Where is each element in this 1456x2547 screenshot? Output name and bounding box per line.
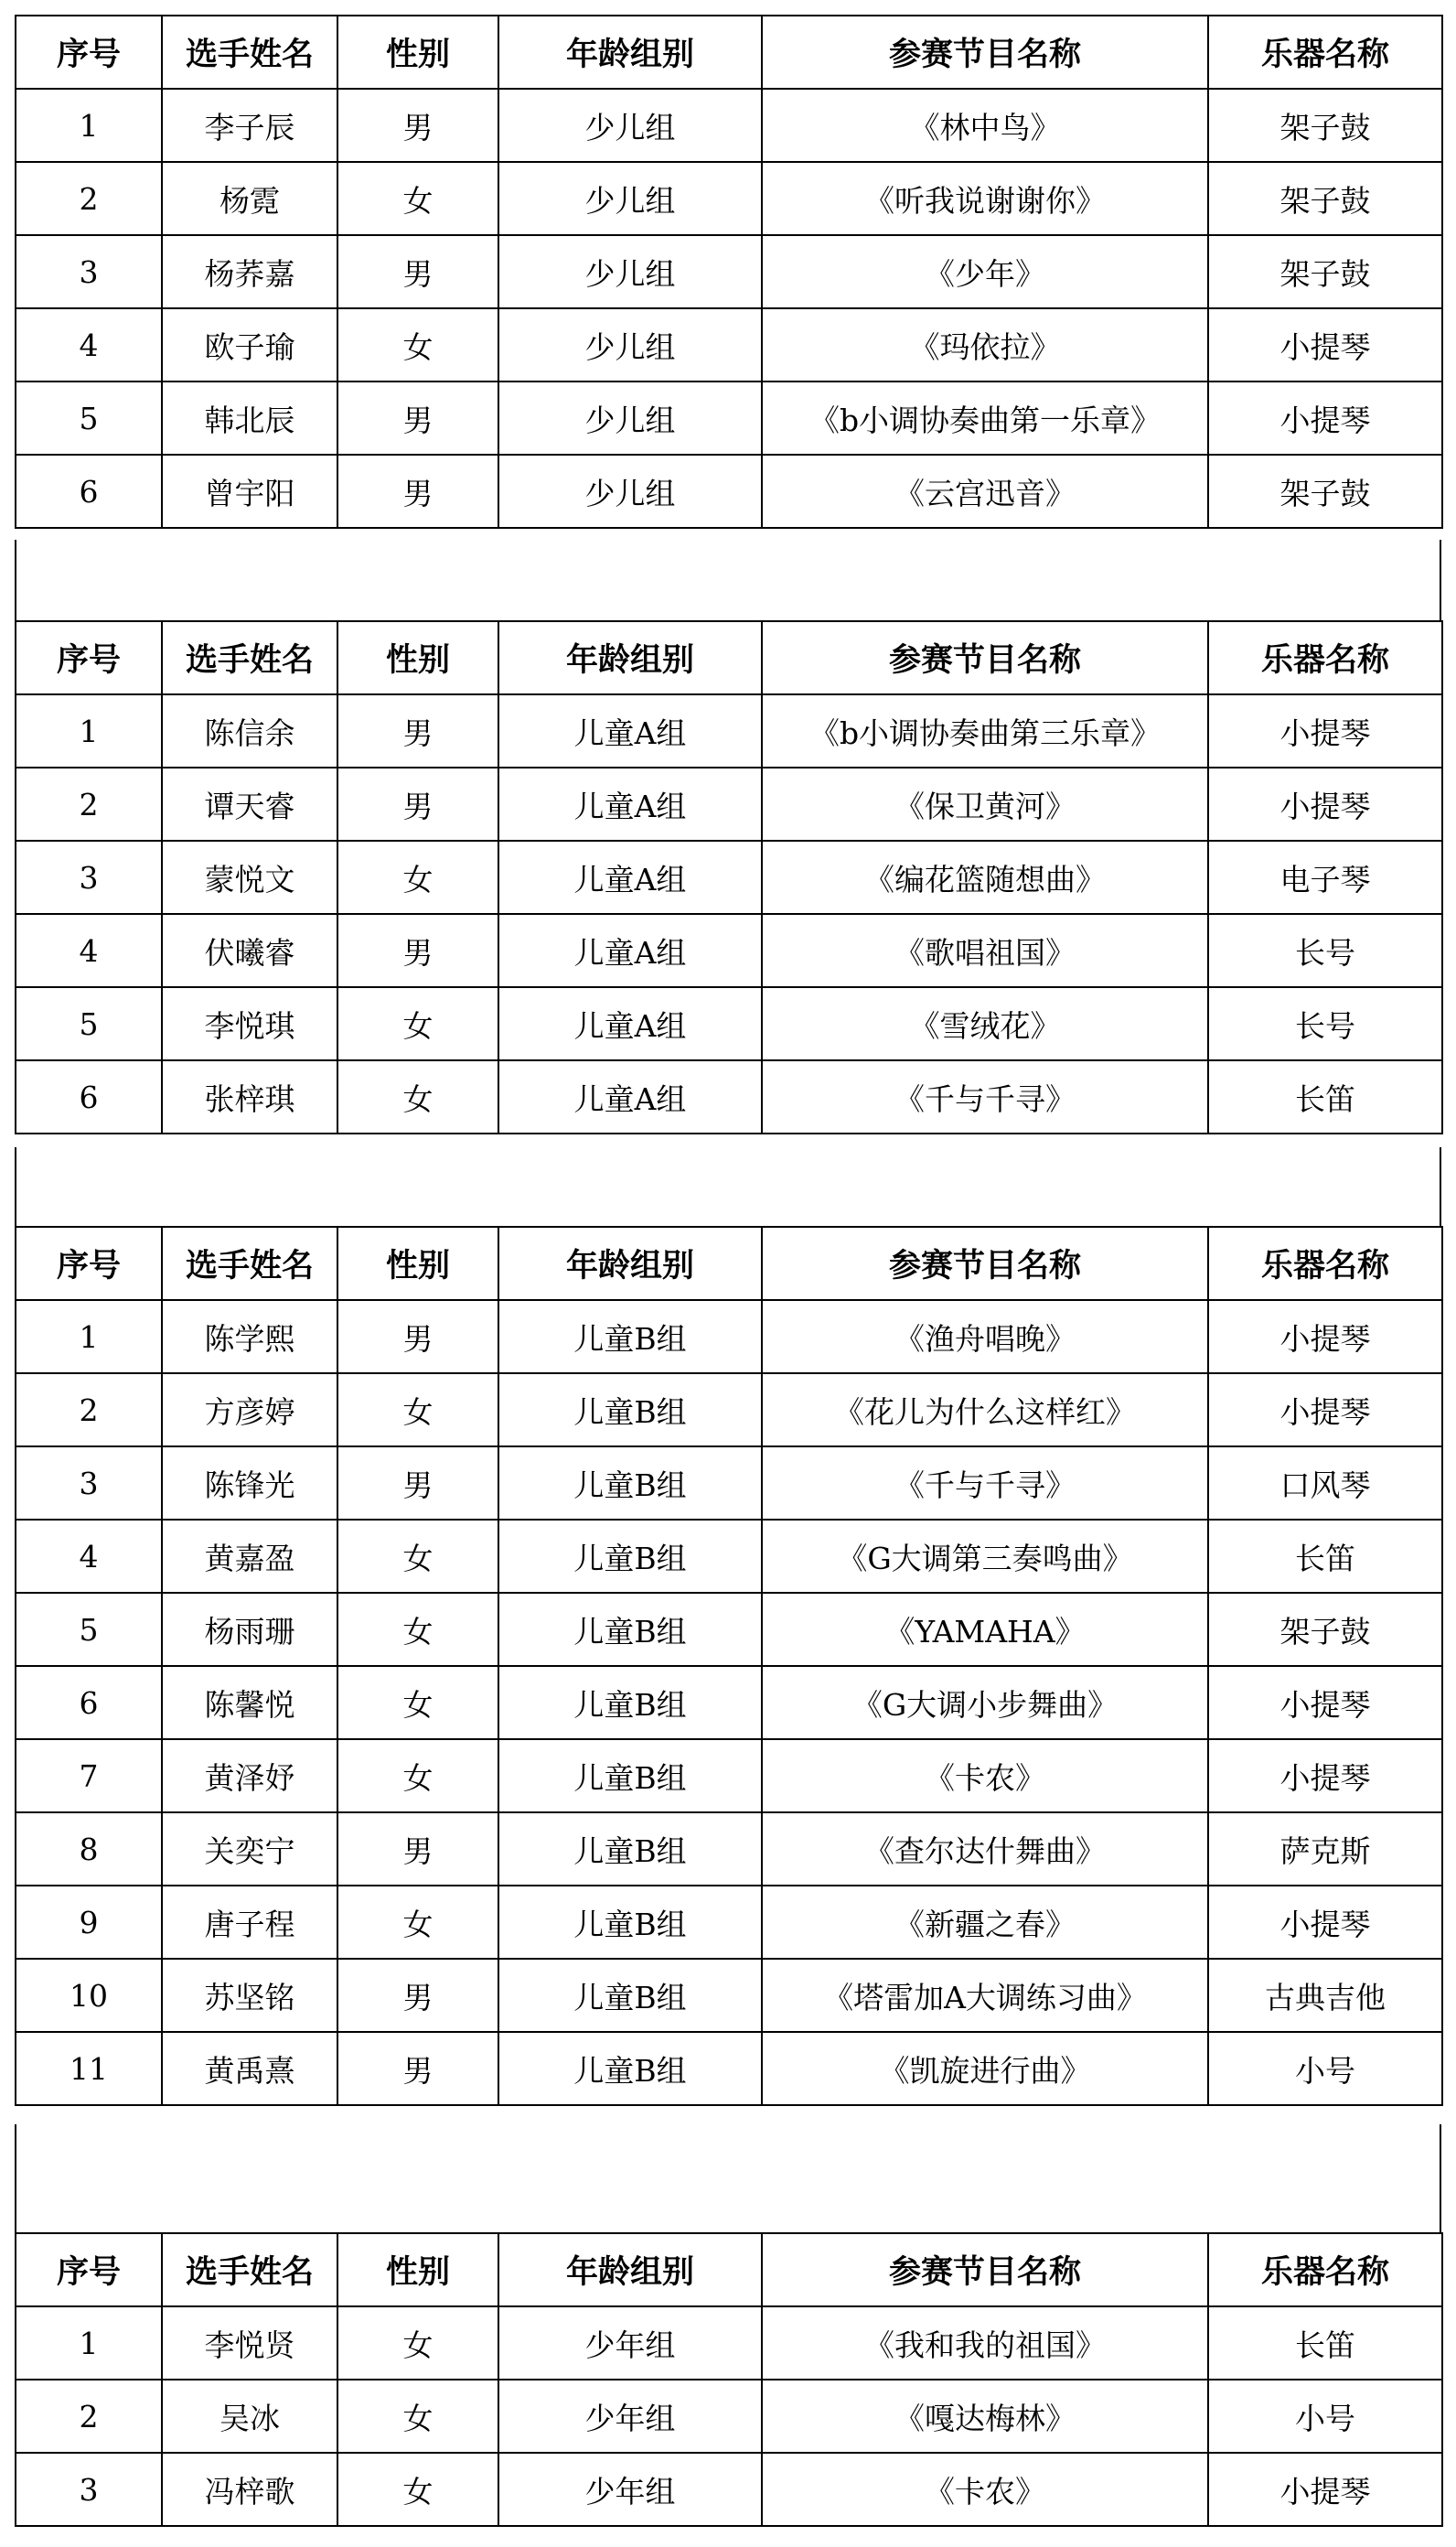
header-name: 选手姓名 [162,621,337,694]
name-cell: 张梓琪 [162,1060,337,1134]
table-row [16,2453,1442,2526]
age-group-cell: 少年组 [498,2453,762,2526]
instrument-cell: 小提琴 [1208,1666,1442,1739]
gender-cell: 女 [337,1520,498,1593]
name-cell: 陈学熙 [162,1300,337,1373]
program-cell: 《渔舟唱晚》 [762,1300,1208,1373]
program-cell: 《雪绒花》 [762,987,1208,1060]
age-group-cell: 少儿组 [498,308,762,382]
program-cell: 《云宫迅音》 [762,455,1208,528]
age-group-cell: 少儿组 [498,89,762,162]
header-name: 选手姓名 [162,16,337,89]
header-gender: 性别 [337,2233,498,2306]
instrument-cell: 小提琴 [1208,308,1442,382]
roster-table-3 [15,1226,1443,2106]
name-cell: 关奕宁 [162,1812,337,1886]
program-cell: 《卡农》 [762,2453,1208,2526]
gender-cell: 男 [337,89,498,162]
age-group-cell: 儿童B组 [498,1520,762,1593]
program-cell: 《凯旋进行曲》 [762,2032,1208,2105]
header-name: 选手姓名 [162,1227,337,1300]
age-group-cell: 儿童A组 [498,987,762,1060]
seq-cell: 1 [16,89,162,162]
gender-cell: 男 [337,1300,498,1373]
name-cell: 李悦琪 [162,987,337,1060]
gender-cell: 男 [337,914,498,987]
header-row [16,1227,1442,1300]
table-row [16,2306,1442,2380]
instrument-cell: 小号 [1208,2032,1442,2105]
seq-cell: 5 [16,987,162,1060]
header-row [16,2233,1442,2306]
gender-cell: 女 [337,1666,498,1739]
name-cell: 蒙悦文 [162,841,337,914]
age-group-cell: 儿童B组 [498,1666,762,1739]
seq-cell: 1 [16,1300,162,1373]
age-group-cell: 少儿组 [498,382,762,455]
header-name: 选手姓名 [162,2233,337,2306]
name-cell: 陈馨悦 [162,1666,337,1739]
instrument-cell: 小提琴 [1208,2453,1442,2526]
program-cell: 《千与千寻》 [762,1446,1208,1520]
table-row [16,1666,1442,1739]
table-row [16,1593,1442,1666]
seq-cell: 6 [16,1060,162,1134]
header-program: 参赛节目名称 [762,621,1208,694]
table-row [16,987,1442,1060]
instrument-cell: 小提琴 [1208,694,1442,768]
age-group-cell: 儿童B组 [498,1886,762,1959]
instrument-cell: 长号 [1208,987,1442,1060]
table-block-4 [15,2232,1441,2527]
seq-cell: 4 [16,914,162,987]
seq-cell: 2 [16,1373,162,1446]
header-instrument: 乐器名称 [1208,1227,1442,1300]
table-row [16,455,1442,528]
gender-cell: 女 [337,1739,498,1812]
seq-cell: 6 [16,1666,162,1739]
program-cell: 《保卫黄河》 [762,768,1208,841]
program-cell: 《b小调协奏曲第一乐章》 [762,382,1208,455]
table-row [16,162,1442,235]
age-group-cell: 少年组 [498,2306,762,2380]
gender-cell: 男 [337,1446,498,1520]
seq-cell: 2 [16,768,162,841]
name-cell: 曾宇阳 [162,455,337,528]
instrument-cell: 电子琴 [1208,841,1442,914]
program-cell: 《新疆之春》 [762,1886,1208,1959]
program-cell: 《b小调协奏曲第三乐章》 [762,694,1208,768]
header-seq: 序号 [16,16,162,89]
instrument-cell: 萨克斯 [1208,1812,1442,1886]
program-cell: 《我和我的祖国》 [762,2306,1208,2380]
name-cell: 李悦贤 [162,2306,337,2380]
age-group-cell: 少儿组 [498,235,762,308]
age-group-cell: 儿童A组 [498,694,762,768]
seq-cell: 3 [16,235,162,308]
program-cell: 《少年》 [762,235,1208,308]
header-gender: 性别 [337,16,498,89]
table-row [16,694,1442,768]
name-cell: 杨霓 [162,162,337,235]
header-seq: 序号 [16,621,162,694]
header-program: 参赛节目名称 [762,16,1208,89]
table-row [16,235,1442,308]
table-row [16,382,1442,455]
name-cell: 伏曦睿 [162,914,337,987]
gender-cell: 女 [337,2306,498,2380]
gender-cell: 女 [337,841,498,914]
gender-cell: 女 [337,1373,498,1446]
table-row [16,1959,1442,2032]
program-cell: 《花儿为什么这样红》 [762,1373,1208,1446]
instrument-cell: 小提琴 [1208,1300,1442,1373]
table-row [16,841,1442,914]
seq-cell: 2 [16,2380,162,2453]
age-group-cell: 儿童B组 [498,1446,762,1520]
program-cell: 《林中鸟》 [762,89,1208,162]
instrument-cell: 长笛 [1208,2306,1442,2380]
name-cell: 黄嘉盈 [162,1520,337,1593]
program-cell: 《查尔达什舞曲》 [762,1812,1208,1886]
gender-cell: 女 [337,162,498,235]
instrument-cell: 小提琴 [1208,1373,1442,1446]
seq-cell: 10 [16,1959,162,2032]
table-row [16,89,1442,162]
header-row [16,621,1442,694]
header-seq: 序号 [16,1227,162,1300]
age-group-cell: 儿童B组 [498,1300,762,1373]
seq-cell: 7 [16,1739,162,1812]
gender-cell: 男 [337,235,498,308]
instrument-cell: 小提琴 [1208,382,1442,455]
program-cell: 《听我说谢谢你》 [762,162,1208,235]
gender-cell: 女 [337,1060,498,1134]
instrument-cell: 架子鼓 [1208,1593,1442,1666]
name-cell: 李子辰 [162,89,337,162]
name-cell: 陈信余 [162,694,337,768]
age-group-cell: 儿童B组 [498,1812,762,1886]
seq-cell: 4 [16,1520,162,1593]
seq-cell: 3 [16,841,162,914]
table-row [16,1812,1442,1886]
table-row [16,1060,1442,1134]
gender-cell: 男 [337,2032,498,2105]
instrument-cell: 架子鼓 [1208,455,1442,528]
table-gap-2 [15,1147,1441,1226]
instrument-cell: 架子鼓 [1208,162,1442,235]
age-group-cell: 儿童A组 [498,1060,762,1134]
instrument-cell: 小提琴 [1208,768,1442,841]
program-cell: 《编花篮随想曲》 [762,841,1208,914]
table-row [16,1886,1442,1959]
instrument-cell: 架子鼓 [1208,89,1442,162]
gender-cell: 男 [337,694,498,768]
gender-cell: 男 [337,768,498,841]
program-cell: 《千与千寻》 [762,1060,1208,1134]
table-gap-3 [15,2124,1441,2232]
seq-cell: 5 [16,382,162,455]
header-seq: 序号 [16,2233,162,2306]
table-row [16,308,1442,382]
instrument-cell: 长号 [1208,914,1442,987]
seq-cell: 1 [16,2306,162,2380]
table-row [16,1373,1442,1446]
age-group-cell: 儿童B组 [498,1959,762,2032]
name-cell: 方彦婷 [162,1373,337,1446]
program-cell: 《G大调第三奏鸣曲》 [762,1520,1208,1593]
header-age-group: 年龄组别 [498,16,762,89]
name-cell: 冯梓歌 [162,2453,337,2526]
table-row [16,1300,1442,1373]
program-cell: 《YAMAHA》 [762,1593,1208,1666]
program-cell: 《卡农》 [762,1739,1208,1812]
table-row [16,768,1442,841]
name-cell: 苏坚铭 [162,1959,337,2032]
age-group-cell: 少年组 [498,2380,762,2453]
seq-cell: 11 [16,2032,162,2105]
age-group-cell: 少儿组 [498,455,762,528]
header-instrument: 乐器名称 [1208,621,1442,694]
program-cell: 《嘎达梅林》 [762,2380,1208,2453]
name-cell: 谭天睿 [162,768,337,841]
header-gender: 性别 [337,1227,498,1300]
seq-cell: 2 [16,162,162,235]
instrument-cell: 口风琴 [1208,1446,1442,1520]
name-cell: 吴冰 [162,2380,337,2453]
seq-cell: 3 [16,1446,162,1520]
table-row [16,1739,1442,1812]
gender-cell: 女 [337,2380,498,2453]
seq-cell: 6 [16,455,162,528]
roster-table-1 [15,15,1443,529]
instrument-cell: 架子鼓 [1208,235,1442,308]
seq-cell: 3 [16,2453,162,2526]
age-group-cell: 儿童B组 [498,1739,762,1812]
gender-cell: 男 [337,1812,498,1886]
program-cell: 《玛依拉》 [762,308,1208,382]
seq-cell: 5 [16,1593,162,1666]
roster-table-2 [15,620,1443,1134]
seq-cell: 8 [16,1812,162,1886]
table-row [16,2380,1442,2453]
header-program: 参赛节目名称 [762,2233,1208,2306]
instrument-cell: 小提琴 [1208,1886,1442,1959]
age-group-cell: 儿童A组 [498,768,762,841]
header-age-group: 年龄组别 [498,621,762,694]
program-cell: 《G大调小步舞曲》 [762,1666,1208,1739]
table-row [16,1520,1442,1593]
gender-cell: 男 [337,382,498,455]
gender-cell: 女 [337,1886,498,1959]
program-cell: 《歌唱祖国》 [762,914,1208,987]
table-block-3 [15,1226,1441,2106]
header-instrument: 乐器名称 [1208,2233,1442,2306]
gender-cell: 女 [337,2453,498,2526]
age-group-cell: 少儿组 [498,162,762,235]
name-cell: 陈锋光 [162,1446,337,1520]
name-cell: 黄泽妤 [162,1739,337,1812]
gender-cell: 女 [337,987,498,1060]
age-group-cell: 儿童A组 [498,841,762,914]
name-cell: 欧子瑜 [162,308,337,382]
table-block-1 [15,15,1441,529]
gender-cell: 女 [337,1593,498,1666]
age-group-cell: 儿童B组 [498,2032,762,2105]
header-age-group: 年龄组别 [498,1227,762,1300]
name-cell: 杨荞嘉 [162,235,337,308]
gender-cell: 男 [337,455,498,528]
roster-table-4 [15,2232,1443,2527]
name-cell: 唐子程 [162,1886,337,1959]
gender-cell: 男 [337,1959,498,2032]
instrument-cell: 古典吉他 [1208,1959,1442,2032]
seq-cell: 9 [16,1886,162,1959]
table-row [16,914,1442,987]
gender-cell: 女 [337,308,498,382]
program-cell: 《塔雷加A大调练习曲》 [762,1959,1208,2032]
table-gap-1 [15,540,1441,620]
header-gender: 性别 [337,621,498,694]
seq-cell: 1 [16,694,162,768]
table-row [16,1446,1442,1520]
header-row [16,16,1442,89]
table-row [16,2032,1442,2105]
table-block-2 [15,620,1441,1134]
instrument-cell: 小提琴 [1208,1739,1442,1812]
name-cell: 韩北辰 [162,382,337,455]
name-cell: 黄禹熹 [162,2032,337,2105]
header-program: 参赛节目名称 [762,1227,1208,1300]
name-cell: 杨雨珊 [162,1593,337,1666]
instrument-cell: 长笛 [1208,1060,1442,1134]
header-age-group: 年龄组别 [498,2233,762,2306]
age-group-cell: 儿童B组 [498,1373,762,1446]
instrument-cell: 小号 [1208,2380,1442,2453]
age-group-cell: 儿童A组 [498,914,762,987]
age-group-cell: 儿童B组 [498,1593,762,1666]
header-instrument: 乐器名称 [1208,16,1442,89]
instrument-cell: 长笛 [1208,1520,1442,1593]
seq-cell: 4 [16,308,162,382]
